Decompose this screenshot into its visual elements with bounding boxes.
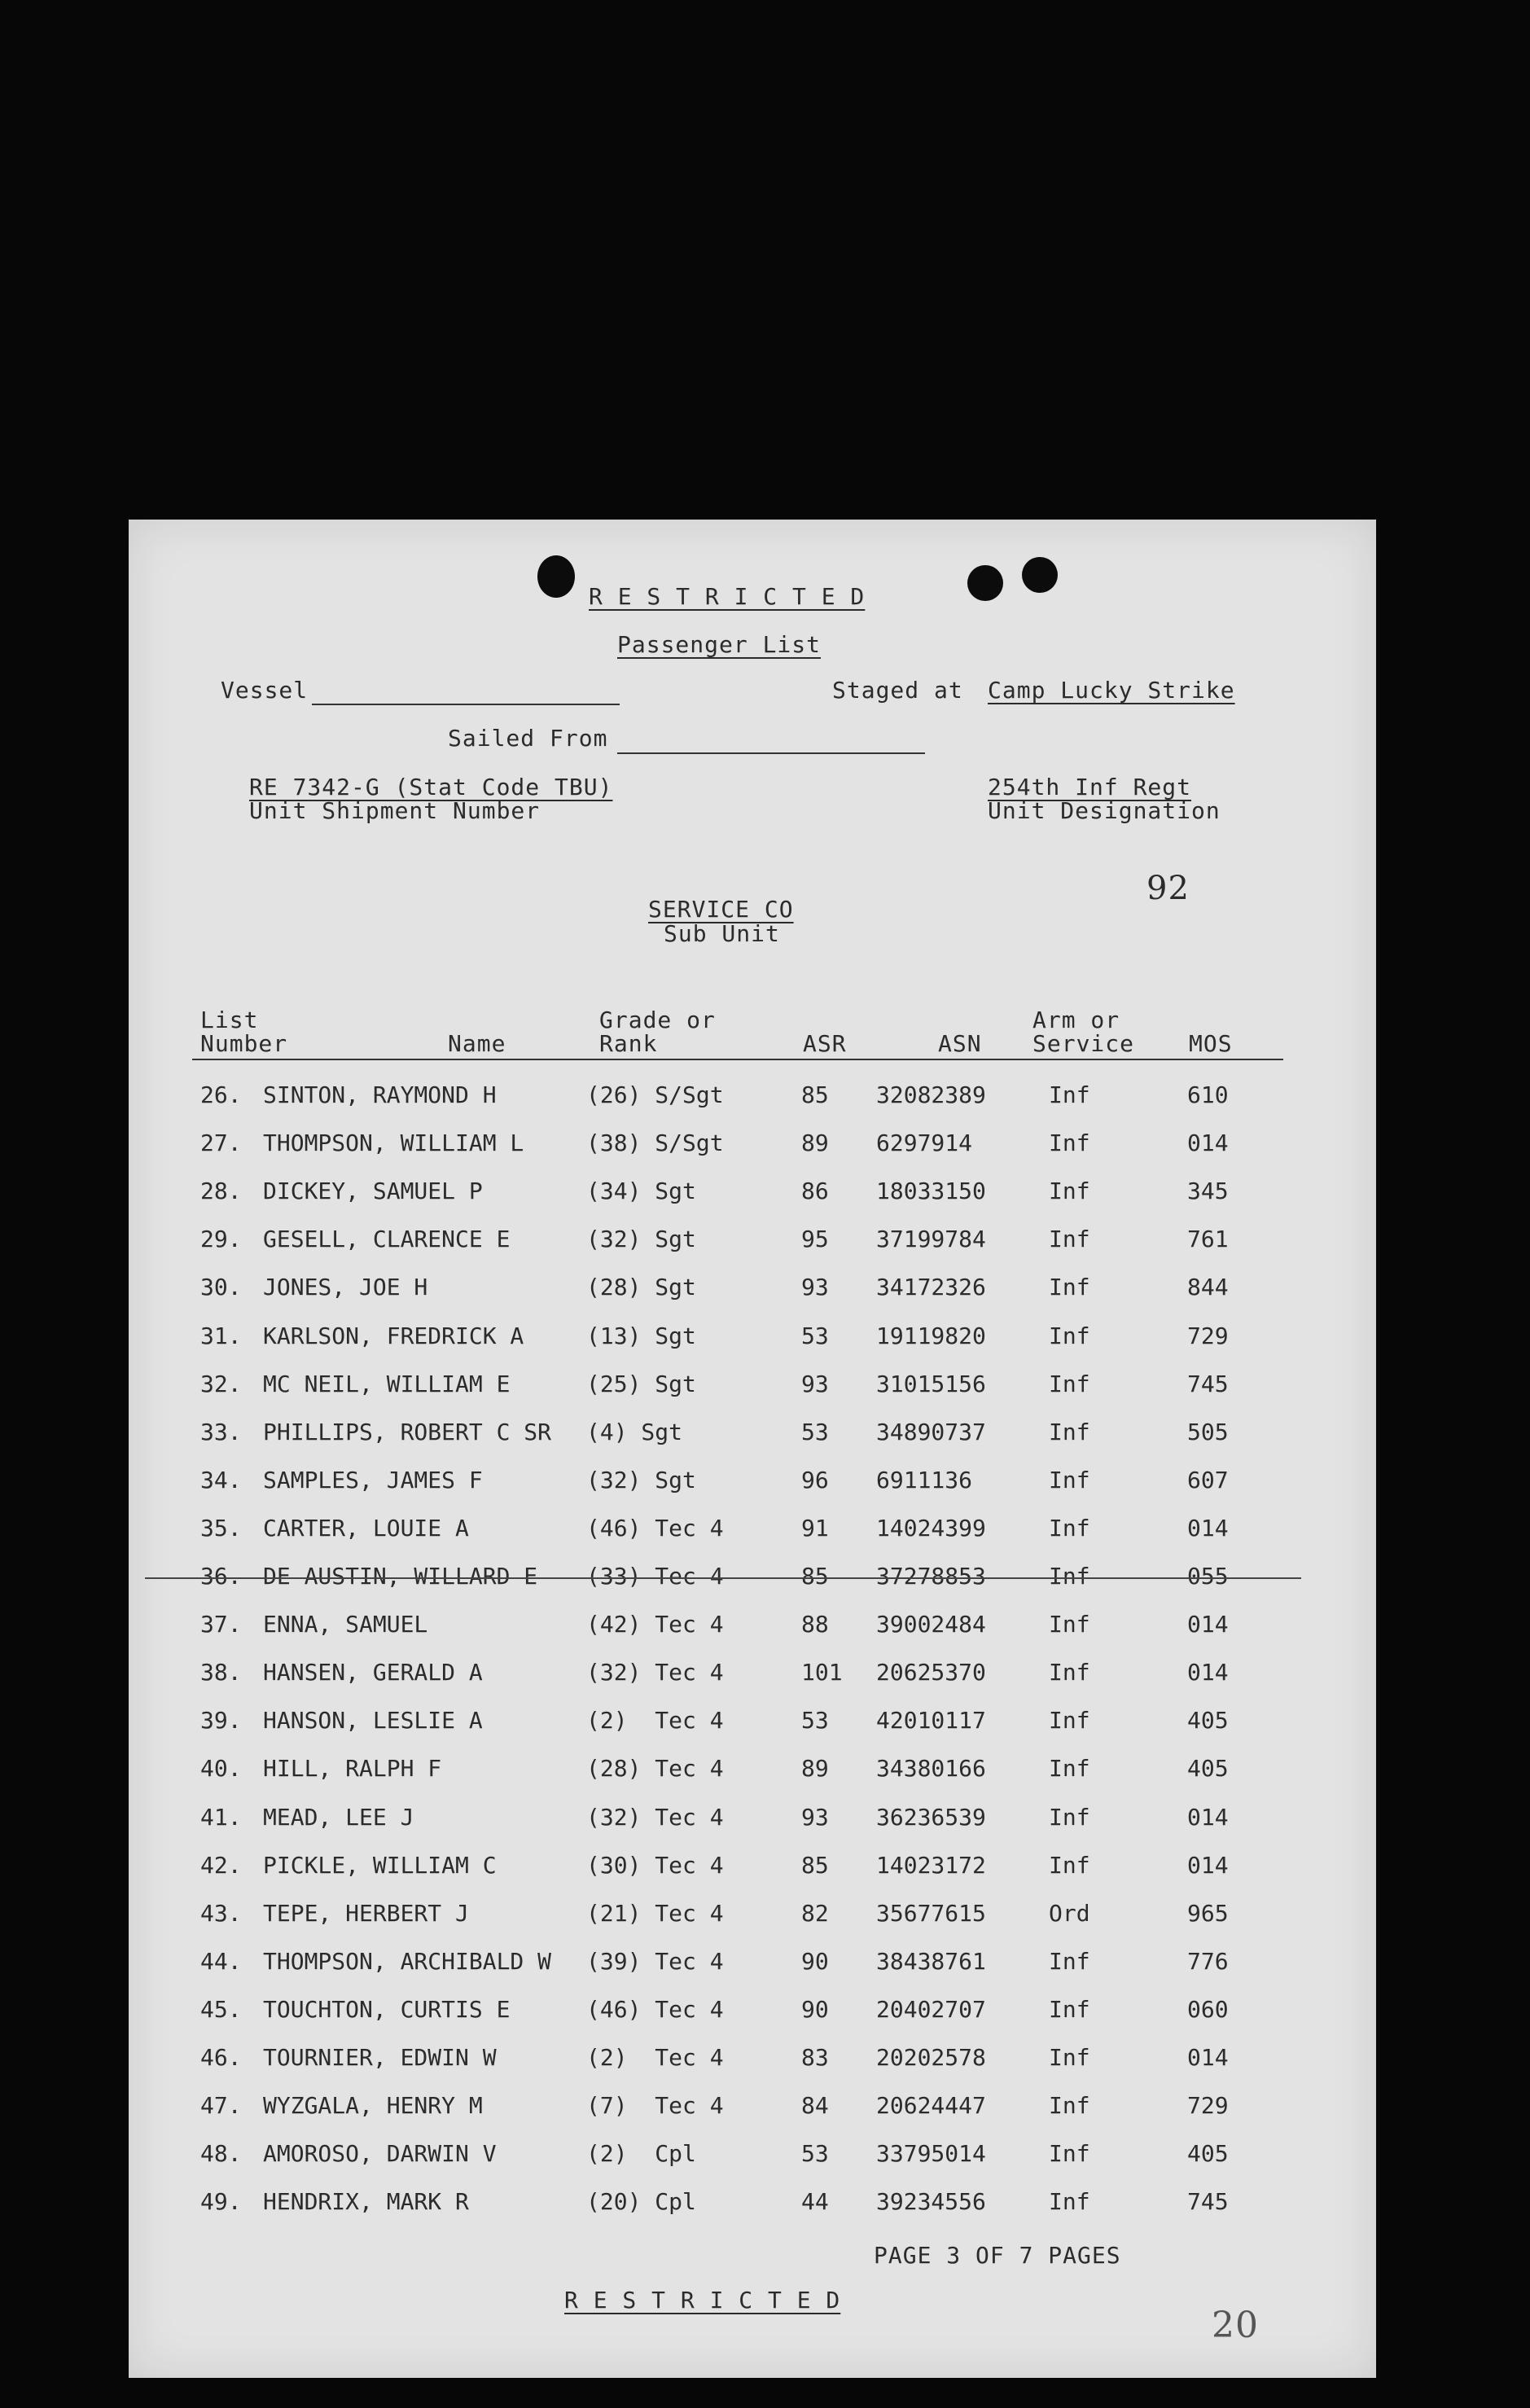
cell-asr: 86 — [801, 1178, 829, 1205]
cell-asr: 89 — [801, 1755, 829, 1783]
cell-num: 48. — [200, 2140, 242, 2168]
sailed-label: Sailed From — [448, 725, 608, 752]
restricted-top: R E S T R I C T E D — [589, 583, 866, 610]
cell-num: 45. — [200, 1995, 242, 2023]
cell-name: HENDRIX, MARK R — [263, 2188, 469, 2216]
table-row — [129, 1081, 1350, 1111]
cell-asr: 96 — [801, 1466, 829, 1493]
cell-grade: (42) Tec 4 — [586, 1611, 724, 1638]
cell-asr: 93 — [801, 1370, 829, 1397]
cell-asr: 90 — [801, 1995, 829, 2023]
cell-grade: (33) Tec 4 — [586, 1563, 724, 1590]
cell-num: 36. — [200, 1563, 242, 1590]
cell-asn: 42010117 — [876, 1707, 986, 1735]
cell-name: THOMPSON, WILLIAM L — [263, 1129, 524, 1157]
cell-name: WYZGALA, HENRY M — [263, 2092, 483, 2120]
cell-asr: 53 — [801, 1418, 829, 1445]
cell-asr: 53 — [801, 1322, 829, 1349]
sub-unit: SERVICE CO — [648, 896, 794, 923]
cell-name: PHILLIPS, ROBERT C SR — [263, 1418, 552, 1445]
col-name: Name — [448, 1030, 506, 1057]
table-row — [129, 1996, 1350, 2025]
cell-asn: 14024399 — [876, 1514, 986, 1542]
cell-arm: Inf — [1049, 1370, 1090, 1397]
cell-asn: 35677615 — [876, 1899, 986, 1927]
cell-mos: 776 — [1187, 1947, 1229, 1975]
cell-asn: 20624447 — [876, 2092, 986, 2120]
cell-asr: 88 — [801, 1611, 829, 1638]
cell-mos: 729 — [1187, 2092, 1229, 2120]
cell-arm: Inf — [1049, 2140, 1090, 2168]
table-row — [129, 2140, 1350, 2169]
table-row — [129, 1515, 1350, 1544]
strikethrough-line — [145, 1577, 1301, 1579]
document-page — [129, 520, 1376, 2378]
handwritten-number: 92 — [1146, 870, 1190, 907]
page-info: PAGE 3 OF 7 PAGES — [874, 2242, 1121, 2269]
cell-mos: 060 — [1187, 1995, 1229, 2023]
cell-asn: 14023172 — [876, 1851, 986, 1879]
header-rule — [192, 1059, 1283, 1060]
table-row — [129, 1274, 1350, 1303]
cell-num: 37. — [200, 1611, 242, 1638]
cell-num: 33. — [200, 1418, 242, 1445]
cell-mos: 345 — [1187, 1178, 1229, 1205]
cell-grade: (38) S/Sgt — [586, 1129, 724, 1157]
cell-mos: 014 — [1187, 1611, 1229, 1638]
cell-grade: (2) Tec 4 — [586, 1707, 724, 1735]
table-row — [129, 1419, 1350, 1448]
col-grade-bottom: Rank — [599, 1030, 658, 1057]
table-row — [129, 1611, 1350, 1640]
table-row — [129, 1659, 1350, 1688]
cell-asr: 90 — [801, 1947, 829, 1975]
cell-arm: Inf — [1049, 1129, 1090, 1157]
cell-asr: 93 — [801, 1274, 829, 1301]
cell-asn: 36236539 — [876, 1803, 986, 1831]
restricted-bottom: R E S T R I C T E D — [564, 2287, 841, 2314]
cell-asn: 34890737 — [876, 1418, 986, 1445]
unit-caption: Unit Designation — [988, 797, 1221, 824]
col-list-top: List — [200, 1007, 259, 1033]
cell-num: 29. — [200, 1226, 242, 1253]
cell-num: 46. — [200, 2044, 242, 2071]
document-title: Passenger List — [617, 631, 822, 658]
cell-asn: 6911136 — [876, 1466, 973, 1493]
cell-name: DICKEY, SAMUEL P — [263, 1178, 483, 1205]
table-row — [129, 1226, 1350, 1255]
cell-name: PICKLE, WILLIAM C — [263, 1851, 497, 1879]
cell-grade: (32) Sgt — [586, 1466, 696, 1493]
cell-mos: 014 — [1187, 1803, 1229, 1831]
cell-mos: 055 — [1187, 1563, 1229, 1590]
cell-mos: 607 — [1187, 1466, 1229, 1493]
cell-grade: (7) Tec 4 — [586, 2092, 724, 2120]
cell-num: 47. — [200, 2092, 242, 2120]
cell-arm: Ord — [1049, 1899, 1090, 1927]
col-asr: ASR — [803, 1030, 847, 1057]
cell-mos: 610 — [1187, 1081, 1229, 1108]
cell-num: 38. — [200, 1659, 242, 1686]
cell-num: 40. — [200, 1755, 242, 1783]
unit-designation: 254th Inf Regt — [988, 774, 1192, 800]
cell-grade: (26) S/Sgt — [586, 1081, 724, 1108]
cell-mos: 745 — [1187, 1370, 1229, 1397]
col-arm-bottom: Service — [1032, 1030, 1135, 1057]
cell-name: ENNA, SAMUEL — [263, 1611, 428, 1638]
punch-hole-left — [537, 555, 575, 598]
cell-asn: 20402707 — [876, 1995, 986, 2023]
cell-asn: 31015156 — [876, 1370, 986, 1397]
table-row — [129, 2044, 1350, 2073]
cell-asn: 37199784 — [876, 1226, 986, 1253]
cell-grade: (2) Cpl — [586, 2140, 696, 2168]
cell-asn: 38438761 — [876, 1947, 986, 1975]
cell-num: 26. — [200, 1081, 242, 1108]
table-row — [129, 1948, 1350, 1977]
cell-grade: (13) Sgt — [586, 1322, 696, 1349]
cell-asn: 19119820 — [876, 1322, 986, 1349]
col-list-bottom: Number — [200, 1030, 288, 1057]
cell-name: HANSEN, GERALD A — [263, 1659, 483, 1686]
vessel-blank — [312, 704, 620, 705]
table-row — [129, 1707, 1350, 1736]
cell-asr: 101 — [801, 1659, 843, 1686]
cell-asr: 44 — [801, 2188, 829, 2216]
cell-num: 28. — [200, 1178, 242, 1205]
cell-grade: (28) Sgt — [586, 1274, 696, 1301]
shipment-number: RE 7342-G (Stat Code TBU) — [249, 774, 613, 800]
table-row — [129, 1900, 1350, 1929]
cell-asn: 20625370 — [876, 1659, 986, 1686]
cell-asn: 32082389 — [876, 1081, 986, 1108]
cell-arm: Inf — [1049, 1418, 1090, 1445]
cell-num: 39. — [200, 1707, 242, 1735]
cell-arm: Inf — [1049, 2044, 1090, 2071]
col-mos: MOS — [1189, 1030, 1233, 1057]
cell-name: TOURNIER, EDWIN W — [263, 2044, 497, 2071]
cell-name: THOMPSON, ARCHIBALD W — [263, 1947, 552, 1975]
col-arm-top: Arm or — [1032, 1007, 1120, 1033]
cell-mos: 761 — [1187, 1226, 1229, 1253]
cell-arm: Inf — [1049, 1707, 1090, 1735]
sub-unit-caption: Sub Unit — [664, 920, 780, 947]
cell-asn: 39234556 — [876, 2188, 986, 2216]
cell-num: 32. — [200, 1370, 242, 1397]
cell-asn: 39002484 — [876, 1611, 986, 1638]
cell-mos: 014 — [1187, 1514, 1229, 1542]
cell-name: MEAD, LEE J — [263, 1803, 414, 1831]
cell-name: CARTER, LOUIE A — [263, 1514, 469, 1542]
cell-grade: (46) Tec 4 — [586, 1514, 724, 1542]
cell-mos: 014 — [1187, 2044, 1229, 2071]
cell-grade: (39) Tec 4 — [586, 1947, 724, 1975]
cell-arm: Inf — [1049, 1226, 1090, 1253]
cell-asn: 34380166 — [876, 1755, 986, 1783]
cell-num: 44. — [200, 1947, 242, 1975]
cell-asr: 82 — [801, 1899, 829, 1927]
cell-arm: Inf — [1049, 1322, 1090, 1349]
cell-asr: 89 — [801, 1129, 829, 1157]
cell-mos: 405 — [1187, 1707, 1229, 1735]
staged-label: Staged at — [832, 677, 963, 704]
cell-num: 27. — [200, 1129, 242, 1157]
cell-asr: 53 — [801, 1707, 829, 1735]
cell-arm: Inf — [1049, 2188, 1090, 2216]
cell-grade: (4) Sgt — [586, 1418, 683, 1445]
vessel-label: Vessel — [221, 677, 309, 704]
cell-arm: Inf — [1049, 1514, 1090, 1542]
cell-asn: 33795014 — [876, 2140, 986, 2168]
col-grade-top: Grade or — [599, 1007, 716, 1033]
cell-arm: Inf — [1049, 1947, 1090, 1975]
cell-grade: (46) Tec 4 — [586, 1995, 724, 2023]
cell-grade: (25) Sgt — [586, 1370, 696, 1397]
cell-arm: Inf — [1049, 1274, 1090, 1301]
table-row — [129, 1804, 1350, 1833]
cell-mos: 014 — [1187, 1129, 1229, 1157]
table-row — [129, 1129, 1350, 1159]
table-row — [129, 1178, 1350, 1207]
cell-name: SINTON, RAYMOND H — [263, 1081, 497, 1108]
cell-arm: Inf — [1049, 1178, 1090, 1205]
cell-grade: (32) Tec 4 — [586, 1803, 724, 1831]
cell-asr: 85 — [801, 1563, 829, 1590]
cell-num: 42. — [200, 1851, 242, 1879]
cell-name: AMOROSO, DARWIN V — [263, 2140, 497, 2168]
cell-mos: 014 — [1187, 1659, 1229, 1686]
cell-name: TOUCHTON, CURTIS E — [263, 1995, 511, 2023]
cell-name: HILL, RALPH F — [263, 1755, 442, 1783]
punch-hole-right-b — [1022, 557, 1058, 593]
cell-grade: (28) Tec 4 — [586, 1755, 724, 1783]
handwritten-corner: 20 — [1212, 2305, 1259, 2346]
table-row — [129, 1852, 1350, 1881]
cell-asr: 83 — [801, 2044, 829, 2071]
cell-num: 43. — [200, 1899, 242, 1927]
cell-asr: 95 — [801, 1226, 829, 1253]
cell-num: 41. — [200, 1803, 242, 1831]
table-row — [129, 1755, 1350, 1784]
cell-asr: 84 — [801, 2092, 829, 2120]
cell-num: 34. — [200, 1466, 242, 1493]
cell-arm: Inf — [1049, 1995, 1090, 2023]
cell-grade: (20) Cpl — [586, 2188, 696, 2216]
cell-name: DE AUSTIN, WILLARD E — [263, 1563, 538, 1590]
cell-arm: Inf — [1049, 1611, 1090, 1638]
cell-asn: 37278853 — [876, 1563, 986, 1590]
cell-grade: (32) Sgt — [586, 1226, 696, 1253]
cell-name: GESELL, CLARENCE E — [263, 1226, 511, 1253]
cell-grade: (21) Tec 4 — [586, 1899, 724, 1927]
cell-name: MC NEIL, WILLIAM E — [263, 1370, 511, 1397]
sailed-blank — [617, 752, 925, 754]
cell-name: TEPE, HERBERT J — [263, 1899, 469, 1927]
cell-arm: Inf — [1049, 1803, 1090, 1831]
cell-mos: 014 — [1187, 1851, 1229, 1879]
cell-asn: 34172326 — [876, 1274, 986, 1301]
cell-num: 30. — [200, 1274, 242, 1301]
table-row — [129, 1563, 1350, 1592]
cell-grade: (34) Sgt — [586, 1178, 696, 1205]
cell-arm: Inf — [1049, 2092, 1090, 2120]
cell-arm: Inf — [1049, 1563, 1090, 1590]
cell-arm: Inf — [1049, 1466, 1090, 1493]
cell-name: JONES, JOE H — [263, 1274, 428, 1301]
cell-num: 31. — [200, 1322, 242, 1349]
table-row — [129, 1322, 1350, 1352]
cell-arm: Inf — [1049, 1755, 1090, 1783]
cell-mos: 745 — [1187, 2188, 1229, 2216]
cell-asn: 6297914 — [876, 1129, 973, 1157]
table-row — [129, 1371, 1350, 1400]
cell-arm: Inf — [1049, 1851, 1090, 1879]
cell-mos: 729 — [1187, 1322, 1229, 1349]
cell-name: HANSON, LESLIE A — [263, 1707, 483, 1735]
cell-asr: 85 — [801, 1851, 829, 1879]
table-row — [129, 1467, 1350, 1496]
cell-num: 49. — [200, 2188, 242, 2216]
cell-mos: 405 — [1187, 1755, 1229, 1783]
cell-grade: (32) Tec 4 — [586, 1659, 724, 1686]
cell-mos: 844 — [1187, 1274, 1229, 1301]
punch-hole-right-a — [967, 565, 1003, 601]
col-asn: ASN — [938, 1030, 982, 1057]
cell-name: KARLSON, FREDRICK A — [263, 1322, 524, 1349]
cell-mos: 965 — [1187, 1899, 1229, 1927]
cell-asr: 53 — [801, 2140, 829, 2168]
cell-grade: (2) Tec 4 — [586, 2044, 724, 2071]
cell-asr: 85 — [801, 1081, 829, 1108]
table-row — [129, 2188, 1350, 2217]
cell-name: SAMPLES, JAMES F — [263, 1466, 483, 1493]
cell-arm: Inf — [1049, 1081, 1090, 1108]
cell-mos: 405 — [1187, 2140, 1229, 2168]
shipment-caption: Unit Shipment Number — [249, 797, 541, 824]
cell-num: 35. — [200, 1514, 242, 1542]
cell-asn: 20202578 — [876, 2044, 986, 2071]
cell-grade: (30) Tec 4 — [586, 1851, 724, 1879]
table-row — [129, 2092, 1350, 2121]
staged-value: Camp Lucky Strike — [988, 677, 1235, 704]
cell-asr: 93 — [801, 1803, 829, 1831]
cell-asr: 91 — [801, 1514, 829, 1542]
cell-arm: Inf — [1049, 1659, 1090, 1686]
cell-mos: 505 — [1187, 1418, 1229, 1445]
cell-asn: 18033150 — [876, 1178, 986, 1205]
